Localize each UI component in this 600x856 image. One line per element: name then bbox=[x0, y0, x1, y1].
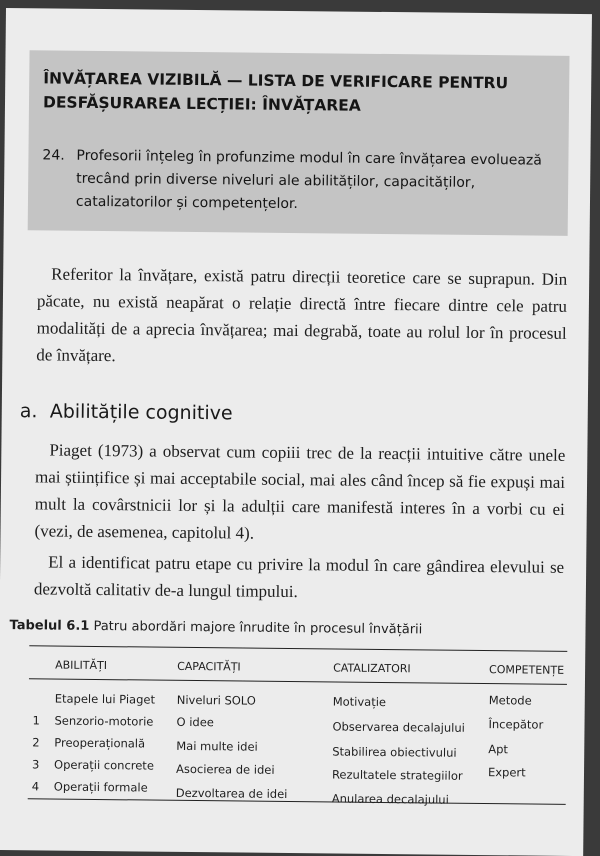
checklist-item-text: Profesorii înțeleg în profunzime modul în care învățarea evoluează trecând prin diverse niveluri ale abilităților, capacităților, catalizatorilor și competențelor. bbox=[75, 147, 542, 213]
book-page bbox=[0, 8, 592, 856]
table-header-rule bbox=[29, 678, 567, 685]
checklist-item bbox=[42, 144, 557, 213]
table-cell: Expert bbox=[487, 765, 526, 780]
section-marker: a. bbox=[19, 400, 38, 423]
table-caption bbox=[9, 618, 422, 637]
table-row-number: 4 bbox=[31, 779, 40, 794]
stages-paragraph: El a identificat patru etape cu privire la modul în care gândirea elevului se dezvoltă calitativ de-a lungul timpului. bbox=[33, 552, 565, 602]
table-bottom-rule bbox=[28, 798, 566, 805]
checklist-item-number: 24. bbox=[42, 147, 65, 164]
table-row-number: 1 bbox=[32, 713, 40, 728]
table-caption-label: Tabelul 6.1 bbox=[9, 618, 90, 634]
section-title: Abilitățile cognitive bbox=[49, 400, 233, 425]
checklist-callout bbox=[28, 50, 570, 236]
piaget-paragraph: Piaget (1973) a observat cum copiii trec de la reacții intuitive către unele mai științifice și mai acceptabile social, mai ales când încep să fie expuși mai mult la covârstnicii lor și la adulții care manifestă interes în a vorbi cu ei (vezi, de asemenea, capitolul 4). bbox=[34, 440, 566, 543]
callout-title bbox=[43, 66, 563, 119]
table-header-cell: COMPETENȚE bbox=[489, 663, 565, 677]
table-cell: Operații formale bbox=[53, 779, 148, 795]
callout-title-line2: DESFĂȘURAREA LECȚIEI: ÎNVĂȚAREA bbox=[42, 93, 361, 115]
table-cell: Metode bbox=[488, 693, 532, 708]
table-row-number: 3 bbox=[32, 757, 40, 772]
table-cell: Etapele lui Piaget bbox=[54, 691, 156, 707]
table-cell: Stabilirea obiectivului bbox=[332, 744, 457, 760]
table-cell: Motivație bbox=[332, 694, 387, 710]
table-header-cell: CAPACITĂȚI bbox=[177, 659, 241, 674]
table-cell: Asocierea de idei bbox=[175, 761, 275, 777]
table-cell: Operații concrete bbox=[54, 757, 155, 773]
table-row-number: 2 bbox=[32, 735, 40, 750]
table-cell: Dezvoltarea de idei bbox=[175, 785, 288, 801]
table-cell: Începător bbox=[488, 717, 544, 732]
table-cell: Preoperațională bbox=[54, 735, 146, 751]
table-top-rule bbox=[29, 645, 567, 652]
intro-paragraph: Referitor la învățare, există patru direcții teoretice care se suprapun. Din păcate, nu există neapărat o relație directă între fiecare dintre cele patru modalități de a aprecia învățarea; mai degrabă, toate au rolul lor în procesul de învățare. bbox=[36, 264, 568, 366]
table-header-cell: CATALIZATORI bbox=[333, 661, 411, 676]
callout-title-line1: ÎNVĂȚAREA VIZIBILĂ — LISTA DE VERIFICARE PENTRU bbox=[43, 69, 509, 93]
table-cell: Observarea decalajului bbox=[332, 719, 465, 735]
table-cell: Anularea decalajului bbox=[331, 791, 449, 807]
table-header-cell: ABILITĂȚI bbox=[55, 658, 108, 673]
table-cell: Senzorio-motorie bbox=[54, 713, 154, 729]
table-cell: Rezultatele strategiilor bbox=[331, 767, 463, 783]
table-cell: Niveluri SOLO bbox=[176, 692, 256, 708]
section-heading bbox=[20, 400, 233, 424]
table-cell: Apt bbox=[488, 742, 509, 757]
table-cell: O idee bbox=[176, 714, 214, 730]
table-caption-text: Patru abordări majore înrudite în procesul învățării bbox=[93, 618, 423, 638]
table-cell: Mai multe idei bbox=[176, 738, 258, 754]
